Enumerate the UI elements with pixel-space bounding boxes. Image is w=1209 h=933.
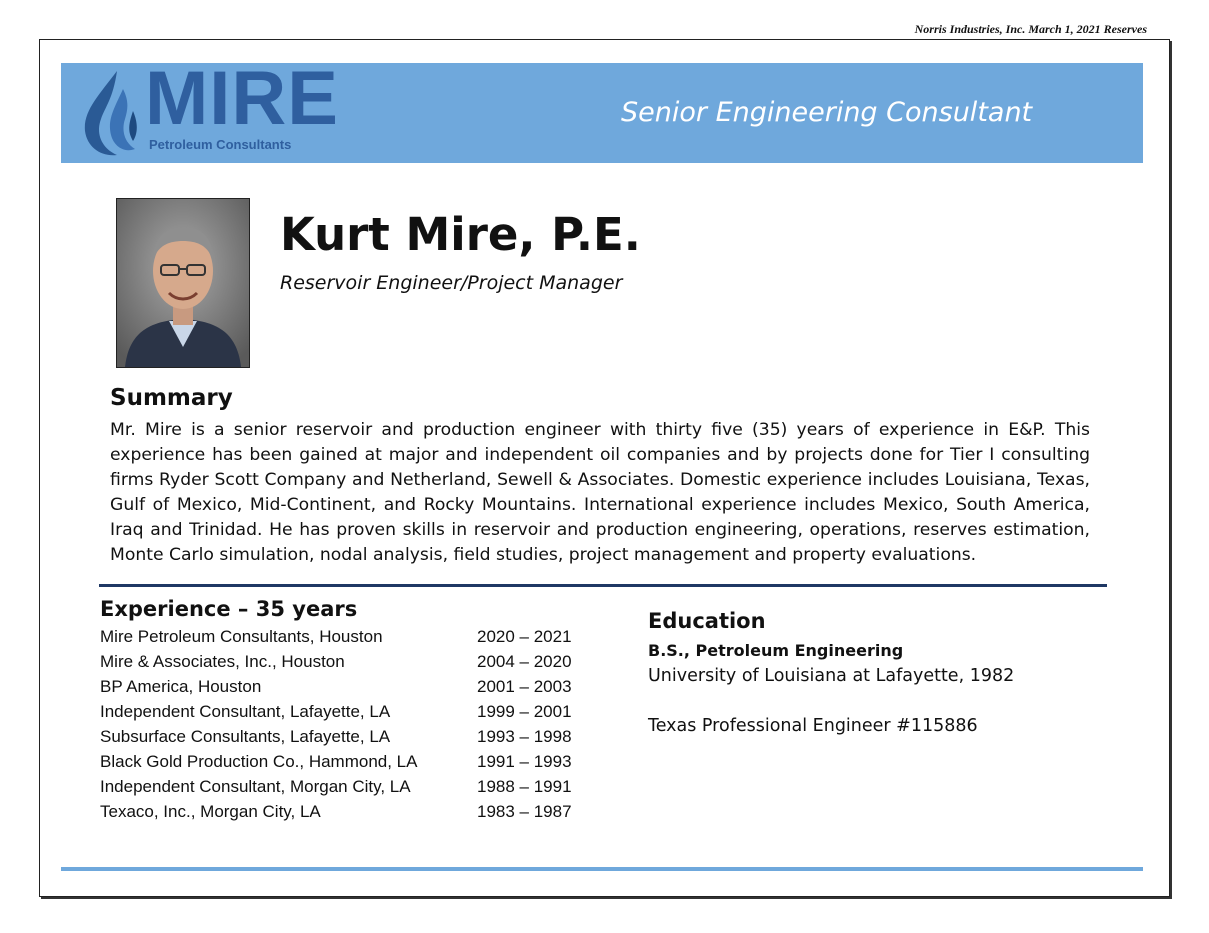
footer-divider: [61, 867, 1143, 871]
experience-item: [100, 752, 600, 777]
experience-list: [100, 627, 600, 827]
experience-years: 2020 – 2021: [477, 627, 572, 646]
experience-company: BP America, Houston: [100, 677, 262, 696]
education-heading: Education: [648, 609, 766, 633]
summary-heading: Summary: [110, 385, 233, 411]
education-school: University of Louisiana at Lafayette, 1982: [648, 666, 1015, 686]
summary-paragraph: Mr. Mire is a senior reservoir and production engineer with thirty five (35) years of experience in E&P. This experience has been gained at major and independent oil companies and by projects done for Tier I consulting firms Ryder Scott Company and Netherland, Sewell & Associates. Domestic experience includes Louisiana, Texas, Gulf of Mexico, Mid-Continent, and Rocky Mountains. International experience includes Mexico, South America, Iraq and Trinidad. He has proven skills in reservoir and production engineering, operations, reserves estimation, Monte Carlo simulation, nodal analysis, field studies, project management and property evaluations.: [110, 420, 1090, 565]
experience-item: [100, 627, 600, 652]
experience-company: Mire & Associates, Inc., Houston: [100, 652, 345, 671]
experience-years: 1991 – 1993: [477, 752, 572, 771]
company-logo: [79, 56, 339, 159]
role-title: Senior Engineering Consultant: [621, 97, 1033, 128]
experience-company: Mire Petroleum Consultants, Houston: [100, 627, 383, 646]
person-subtitle: Reservoir Engineer/Project Manager: [280, 272, 623, 294]
professional-license: Texas Professional Engineer #115886: [648, 716, 978, 736]
profile-photo: [116, 198, 250, 368]
page-header-note: Norris Industries, Inc. March 1, 2021 Reserves: [914, 22, 1147, 36]
logo-tagline: Petroleum Consultants: [149, 137, 292, 152]
experience-company: Texaco, Inc., Morgan City, LA: [100, 802, 321, 821]
portrait-illustration: [117, 199, 249, 367]
section-divider: [99, 584, 1107, 587]
experience-years: 1993 – 1998: [477, 727, 572, 746]
logo-wordmark: MIRE: [145, 56, 339, 141]
person-name: Kurt Mire, P.E.: [280, 208, 641, 261]
experience-item: [100, 652, 600, 677]
experience-years: 2004 – 2020: [477, 652, 572, 671]
experience-years: 2001 – 2003: [477, 677, 572, 696]
experience-item: [100, 777, 600, 802]
education-degree: B.S., Petroleum Engineering: [648, 641, 904, 660]
experience-heading: Experience – 35 years: [100, 597, 358, 621]
experience-item: [100, 727, 600, 752]
experience-company: Black Gold Production Co., Hammond, LA: [100, 752, 418, 771]
experience-item: [100, 702, 600, 727]
header-banner: [61, 56, 1143, 163]
experience-item: [100, 802, 600, 827]
experience-years: 1988 – 1991: [477, 777, 572, 796]
experience-years: 1999 – 2001: [477, 702, 572, 721]
experience-company: Subsurface Consultants, Lafayette, LA: [100, 727, 391, 746]
experience-company: Independent Consultant, Lafayette, LA: [100, 702, 391, 721]
experience-item: [100, 677, 600, 702]
experience-company: Independent Consultant, Morgan City, LA: [100, 777, 411, 796]
experience-years: 1983 – 1987: [477, 802, 572, 821]
flame-drop-icon: [79, 69, 149, 159]
